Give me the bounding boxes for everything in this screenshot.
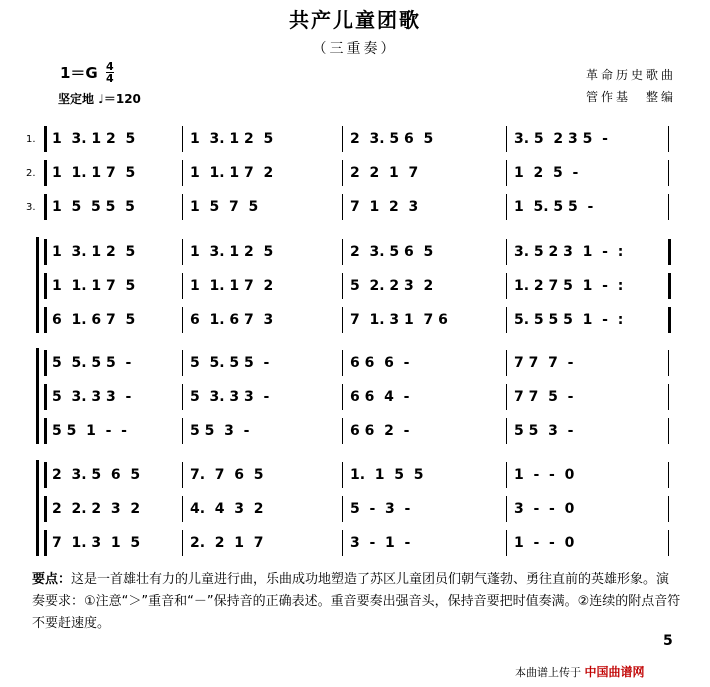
measure-notes: 3 - - 0: [514, 501, 575, 517]
measure-notes: 5 3. 3 3 -: [190, 389, 270, 405]
barline: [182, 462, 183, 488]
barline: [342, 530, 343, 556]
barline: [44, 530, 47, 556]
measure-notes: 1 3. 1 2 5: [52, 244, 136, 260]
measure-notes: 1 3. 1 2 5: [190, 131, 274, 147]
measure-notes: 2 3. 5 6 5: [350, 131, 434, 147]
barline: [44, 418, 47, 444]
page-number: 5: [663, 633, 673, 649]
measure-notes: 1 5 7 5: [190, 199, 259, 215]
barline: [342, 239, 343, 265]
barline: [182, 160, 183, 186]
measure-notes: 6 6 6 -: [350, 355, 410, 371]
measure-notes: 4. 4 3 2: [190, 501, 264, 517]
barline-end: [668, 462, 669, 488]
system-bracket: [36, 460, 39, 556]
measure-notes: 7 1. 3 1 5: [52, 535, 141, 551]
barline: [506, 273, 507, 299]
barline: [506, 307, 507, 333]
measure-notes: 5 2. 2 3 2: [350, 278, 434, 294]
barline-end: [668, 126, 669, 152]
measure-notes: 1 5 5 5 5: [52, 199, 135, 215]
subtitle: （三重奏）: [312, 41, 398, 57]
measure-notes: 1 1. 1 7 2: [190, 165, 274, 181]
barline-end: [668, 239, 671, 265]
barline: [182, 239, 183, 265]
barline: [506, 462, 507, 488]
barline: [342, 126, 343, 152]
measure-notes: 6 1. 6 7 3: [190, 312, 274, 328]
barline-end: [668, 496, 669, 522]
barline: [506, 496, 507, 522]
page-title: 共产儿童团歌: [289, 8, 421, 32]
barline: [342, 194, 343, 220]
barline: [44, 239, 47, 265]
barline: [342, 496, 343, 522]
measure-notes: 3. 5 2 3 1 - :: [514, 244, 624, 260]
measure-notes: 2 2 1 7: [350, 165, 419, 181]
system-bracket: [36, 348, 39, 444]
barline: [44, 194, 47, 220]
barline: [506, 126, 507, 152]
footer: [515, 663, 645, 680]
measure-notes: 6 6 2 -: [350, 423, 410, 439]
measure-notes: 1 1. 1 7 5: [52, 165, 136, 181]
measure-notes: 5 5 3 -: [514, 423, 574, 439]
measure-notes: 1 1. 1 7 2: [190, 278, 274, 294]
measure-notes: 5 - 3 -: [350, 501, 411, 517]
measure-notes: 3 - 1 -: [350, 535, 411, 551]
barline: [182, 530, 183, 556]
part-label: 3.: [26, 202, 36, 213]
part-label: 2.: [26, 168, 36, 179]
barline: [182, 384, 183, 410]
barline: [506, 160, 507, 186]
barline-end: [668, 530, 669, 556]
barline: [342, 350, 343, 376]
measure-notes: 5 3. 3 3 -: [52, 389, 132, 405]
barline: [182, 194, 183, 220]
performance-notes: [32, 569, 682, 635]
measure-notes: 5 5 1 - -: [52, 423, 127, 439]
barline: [342, 307, 343, 333]
barline: [342, 418, 343, 444]
measure-notes: 5. 5 5 5 1 - :: [514, 312, 624, 328]
measure-notes: 1 5. 5 5 -: [514, 199, 594, 215]
barline: [506, 530, 507, 556]
measure-notes: 1 - - 0: [514, 467, 575, 483]
tempo-marking: 坚定地 ♩＝120: [58, 92, 141, 106]
barline-end: [668, 160, 669, 186]
barline: [44, 350, 47, 376]
barline: [44, 307, 47, 333]
barline-end: [668, 273, 671, 299]
notes-text: 这是一首雄壮有力的儿童进行曲，乐曲成功地塑造了苏区儿童团员们朝气蓬勃、勇往直前的英雄形象。演奏要求：①注意“＞”重音和“－”保持音的正确表述。重音要奏出强音头，保持音要把时值奏满。②连续的附点音符不要赶速度。: [32, 572, 681, 631]
measure-notes: 5 5. 5 5 -: [190, 355, 270, 371]
barline-end: [668, 307, 671, 333]
barline: [506, 384, 507, 410]
barline: [182, 307, 183, 333]
barline: [182, 496, 183, 522]
source-label: 革命历史歌曲: [586, 68, 677, 82]
measure-notes: 3. 5 2 3 5 -: [514, 131, 608, 147]
measure-notes: 1. 1 5 5: [350, 467, 424, 483]
arranger-label: 管作基 整编: [586, 90, 677, 104]
barline: [342, 462, 343, 488]
measure-notes: 6 6 4 -: [350, 389, 410, 405]
barline-end: [668, 350, 669, 376]
barline: [44, 273, 47, 299]
time-signature: [106, 61, 114, 84]
site-logo[interactable]: 中国曲谱网: [584, 665, 645, 679]
measure-notes: 7 1 2 3: [350, 199, 419, 215]
barline: [342, 160, 343, 186]
measure-notes: 1 3. 1 2 5: [52, 131, 136, 147]
barline: [506, 418, 507, 444]
barline: [506, 239, 507, 265]
barline: [182, 350, 183, 376]
barline: [44, 160, 47, 186]
barline: [182, 126, 183, 152]
measure-notes: 1 1. 1 7 5: [52, 278, 136, 294]
barline: [342, 273, 343, 299]
measure-notes: 2 3. 5 6 5: [52, 467, 141, 483]
barline: [506, 350, 507, 376]
measure-notes: 7 7 7 -: [514, 355, 574, 371]
measure-notes: 5 5 3 -: [190, 423, 250, 439]
measure-notes: 1 - - 0: [514, 535, 575, 551]
measure-notes: 5 5. 5 5 -: [52, 355, 132, 371]
barline: [44, 126, 47, 152]
barline: [506, 194, 507, 220]
barline: [182, 418, 183, 444]
measure-notes: 1. 2 7 5 1 - :: [514, 278, 624, 294]
barline-end: [668, 418, 669, 444]
time-numerator: 4: [106, 60, 114, 73]
measure-notes: 2 3. 5 6 5: [350, 244, 434, 260]
barline-end: [668, 194, 669, 220]
barline: [182, 273, 183, 299]
part-label: 1.: [26, 134, 36, 145]
footer-prefix: 本曲谱上传于: [515, 666, 581, 679]
barline: [44, 462, 47, 488]
notes-heading: 要点：: [32, 572, 72, 587]
measure-notes: 7 1. 3 1 7 6: [350, 312, 448, 328]
barline: [44, 384, 47, 410]
system-bracket: [36, 237, 39, 333]
measure-notes: 7 7 5 -: [514, 389, 574, 405]
measure-notes: 1 3. 1 2 5: [190, 244, 274, 260]
key-signature: 1＝G: [60, 64, 98, 82]
barline: [342, 384, 343, 410]
measure-notes: 6 1. 6 7 5: [52, 312, 136, 328]
barline: [44, 496, 47, 522]
measure-notes: 7. 7 6 5: [190, 467, 264, 483]
barline-end: [668, 384, 669, 410]
time-denominator: 4: [106, 72, 114, 85]
measure-notes: 2. 2 1 7: [190, 535, 264, 551]
measure-notes: 1 2 5 -: [514, 165, 579, 181]
measure-notes: 2 2. 2 3 2: [52, 501, 141, 517]
